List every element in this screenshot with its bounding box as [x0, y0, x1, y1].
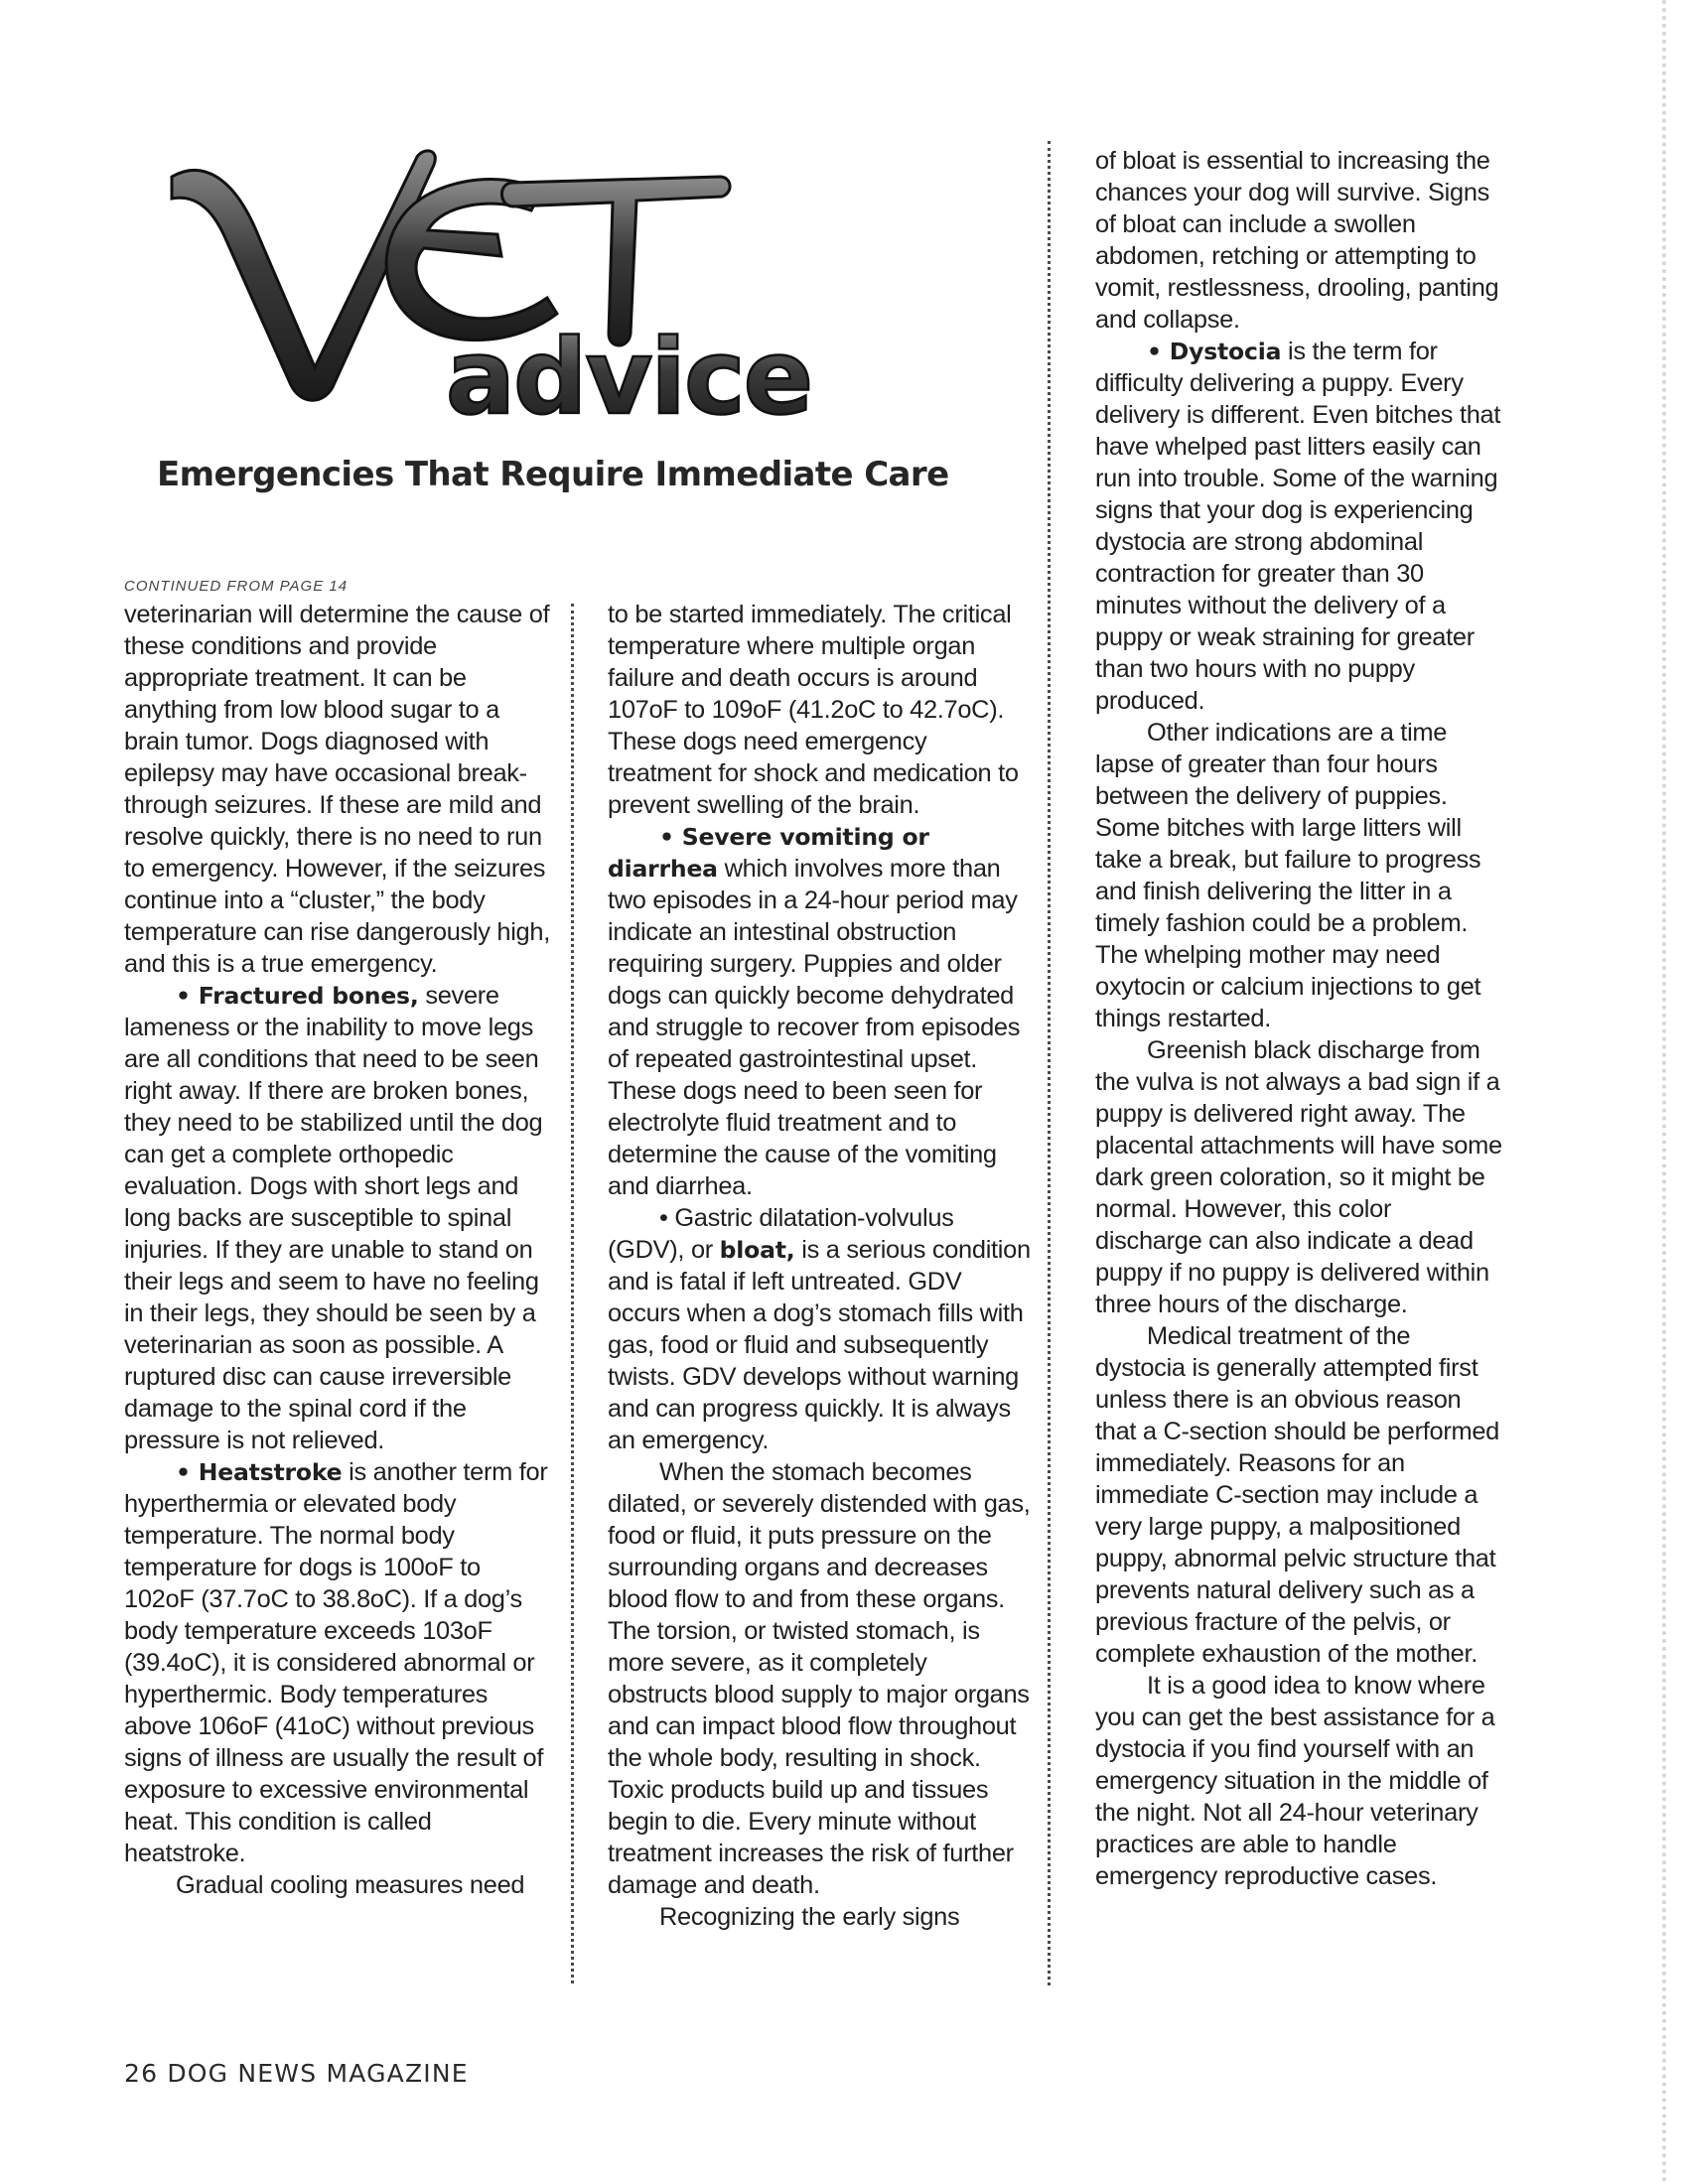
page-edge-dots	[1662, 0, 1666, 2184]
paragraph: of bloat is essential to increasing the chances your dog will survive. Signs of bloat can include a swollen abdomen, retching or attempting to vomit, restlessness, drooling, panting and collapse.	[1095, 147, 1499, 334]
bold-lead: • Fractured bones,	[176, 982, 419, 1010]
paragraph: Medical treatment of the dystocia is generally attempted first unless there is an obvious reason that a C-section should be performed immediately. Reasons for an immediate C-section may include a very large puppy, a malpositioned puppy, abnormal pelvic structure that prevents natural delivery such as a previous fracture of the pelvis, or complete exhaustion of the mother.	[1095, 1322, 1499, 1668]
paragraph-text: • Gastric dilatation-volvulus (GDV), or	[608, 1204, 954, 1264]
logo-graphic	[164, 139, 859, 427]
bold-lead: • Severe vomiting or diarrhea	[608, 823, 929, 883]
page-headline: Emergencies That Require Immediate Care	[157, 455, 949, 494]
page-footer: 26 DOG NEWS MAGAZINE	[124, 2059, 469, 2088]
logo-word-vet: VET	[164, 139, 166, 140]
paragraph: Recognizing the early signs	[659, 1903, 960, 1931]
paragraph	[608, 1202, 1033, 1456]
bold-term: bloat,	[719, 1236, 795, 1264]
paragraph-text: which involves more than two episodes in a 24-hour period may indicate an intestinal obstruction requiring surgery. Puppies and older dogs can quickly become dehydrated and struggle to recover from episodes of repeated gastrointestinal upset. These dogs need to been seen for electrolyte fluid treatment and to determine the cause of the vomiting and diarrhea.	[608, 855, 1021, 1200]
article-column-2	[608, 599, 1033, 1933]
paragraph: veterinarian will determine the cause of these conditions and provide appropriate treatment. It can be anything from low blood sugar to a brain tumor. Dogs diagnosed with epilepsy may have occasional break-through seizures. If these are mild and resolve quickly, there is no need to run to emergency. However, if the seizures continue into a “cluster,” the body temperature can rise dangerously high, and this is a true emergency.	[124, 601, 550, 978]
bold-lead: • Dystocia	[1147, 338, 1282, 365]
paragraph	[124, 980, 551, 1456]
paragraph-text: is the term for difficulty delivering a puppy. Every delivery is different. Even bitches that have whelped past litters easily can run into trouble. Some of the warning signs that your dog is experiencing dystocia are strong abdominal contraction for greater than 30 minutes without the delivery of a puppy or weak straining for greater than two hours with no puppy produced.	[1095, 338, 1501, 715]
paragraph	[608, 821, 1033, 1202]
bold-lead: • Heatstroke	[176, 1458, 343, 1486]
paragraph-text: is a serious condition and is fatal if left untreated. GDV occurs when a dog’s stomach fills with gas, food or fluid and subsequently twists. GDV develops without warning and can progress quickly. It is always an emergency.	[608, 1236, 1031, 1454]
paragraph: to be started immediately. The critical temperature where multiple organ failure and death occurs is around 107oF to 109oF (41.2oC to 42.7oC). These dogs need emergency treatment for shock and medication to prevent swelling of the brain.	[608, 601, 1019, 819]
column-divider-2	[1048, 141, 1051, 1985]
article-column-3	[1095, 145, 1502, 1892]
paragraph: Greenish black discharge from the vulva is not always a bad sign if a puppy is delivered right away. The placental attachments will have some dark green coloration, so it might be normal. However, this color discharge can also indicate a dead puppy if no puppy is delivered within three hours of the discharge.	[1095, 1036, 1502, 1318]
continued-note: CONTINUED FROM PAGE 14	[124, 578, 349, 595]
column-divider-1	[571, 604, 574, 1983]
vet-advice-logo	[164, 139, 859, 427]
paragraph-text: severe lameness or the inability to move legs are all conditions that need to be seen right away. If there are broken bones, they need to be stabilized until the dog can get a complete orthopedic evaluation. Dogs with short legs and long backs are susceptible to spinal injuries. If they are unable to stand on their legs and seem to have no feeling in their legs, they should be seen by a veterinarian as soon as possible. A ruptured disc can cause irreversible damage to the spinal cord if the pressure is not relieved.	[124, 982, 543, 1454]
logo-word-advice: advice	[445, 317, 812, 427]
paragraph: It is a good idea to know where you can get the best assistance for a dystocia if you find yourself with an emergency situation in the middle of the night. Not all 24-hour veterinary practices are able to handle emergency reproductive cases.	[1095, 1672, 1495, 1890]
paragraph: Other indications are a time lapse of greater than four hours between the delivery of puppies. Some bitches with large litters will take a break, but failure to progress and finish delivering the litter in a timely fashion could be a problem. The whelping mother may need oxytocin or calcium injections to get things restarted.	[1095, 719, 1481, 1032]
paragraph	[1095, 336, 1502, 717]
paragraph-text: is another term for hyperthermia or elevated body temperature. The normal body temperature for dogs is 100oF to 102oF (37.7oC to 38.8oC). If a dog’s body temperature exceeds 103oF (39.4oC), it is considered abnormal or hyperthermic. Body temperatures above 106oF (41oC) without previous signs of illness are usually the result of exposure to excessive environmental heat. This condition is called heatstroke.	[124, 1458, 548, 1867]
paragraph: Gradual cooling measures need	[176, 1871, 525, 1899]
paragraph	[124, 1456, 551, 1869]
article-column-1	[124, 599, 551, 1901]
paragraph: When the stomach becomes dilated, or severely distended with gas, food or fluid, it puts pressure on the surrounding organs and decreases blood flow to and from these organs. The torsion, or twisted stomach, is more severe, as it completely obstructs blood supply to major organs and can impact blood flow throughout the whole body, resulting in shock. Toxic products build up and tissues begin to die. Every minute without treatment increases the risk of further damage and death.	[608, 1458, 1031, 1899]
